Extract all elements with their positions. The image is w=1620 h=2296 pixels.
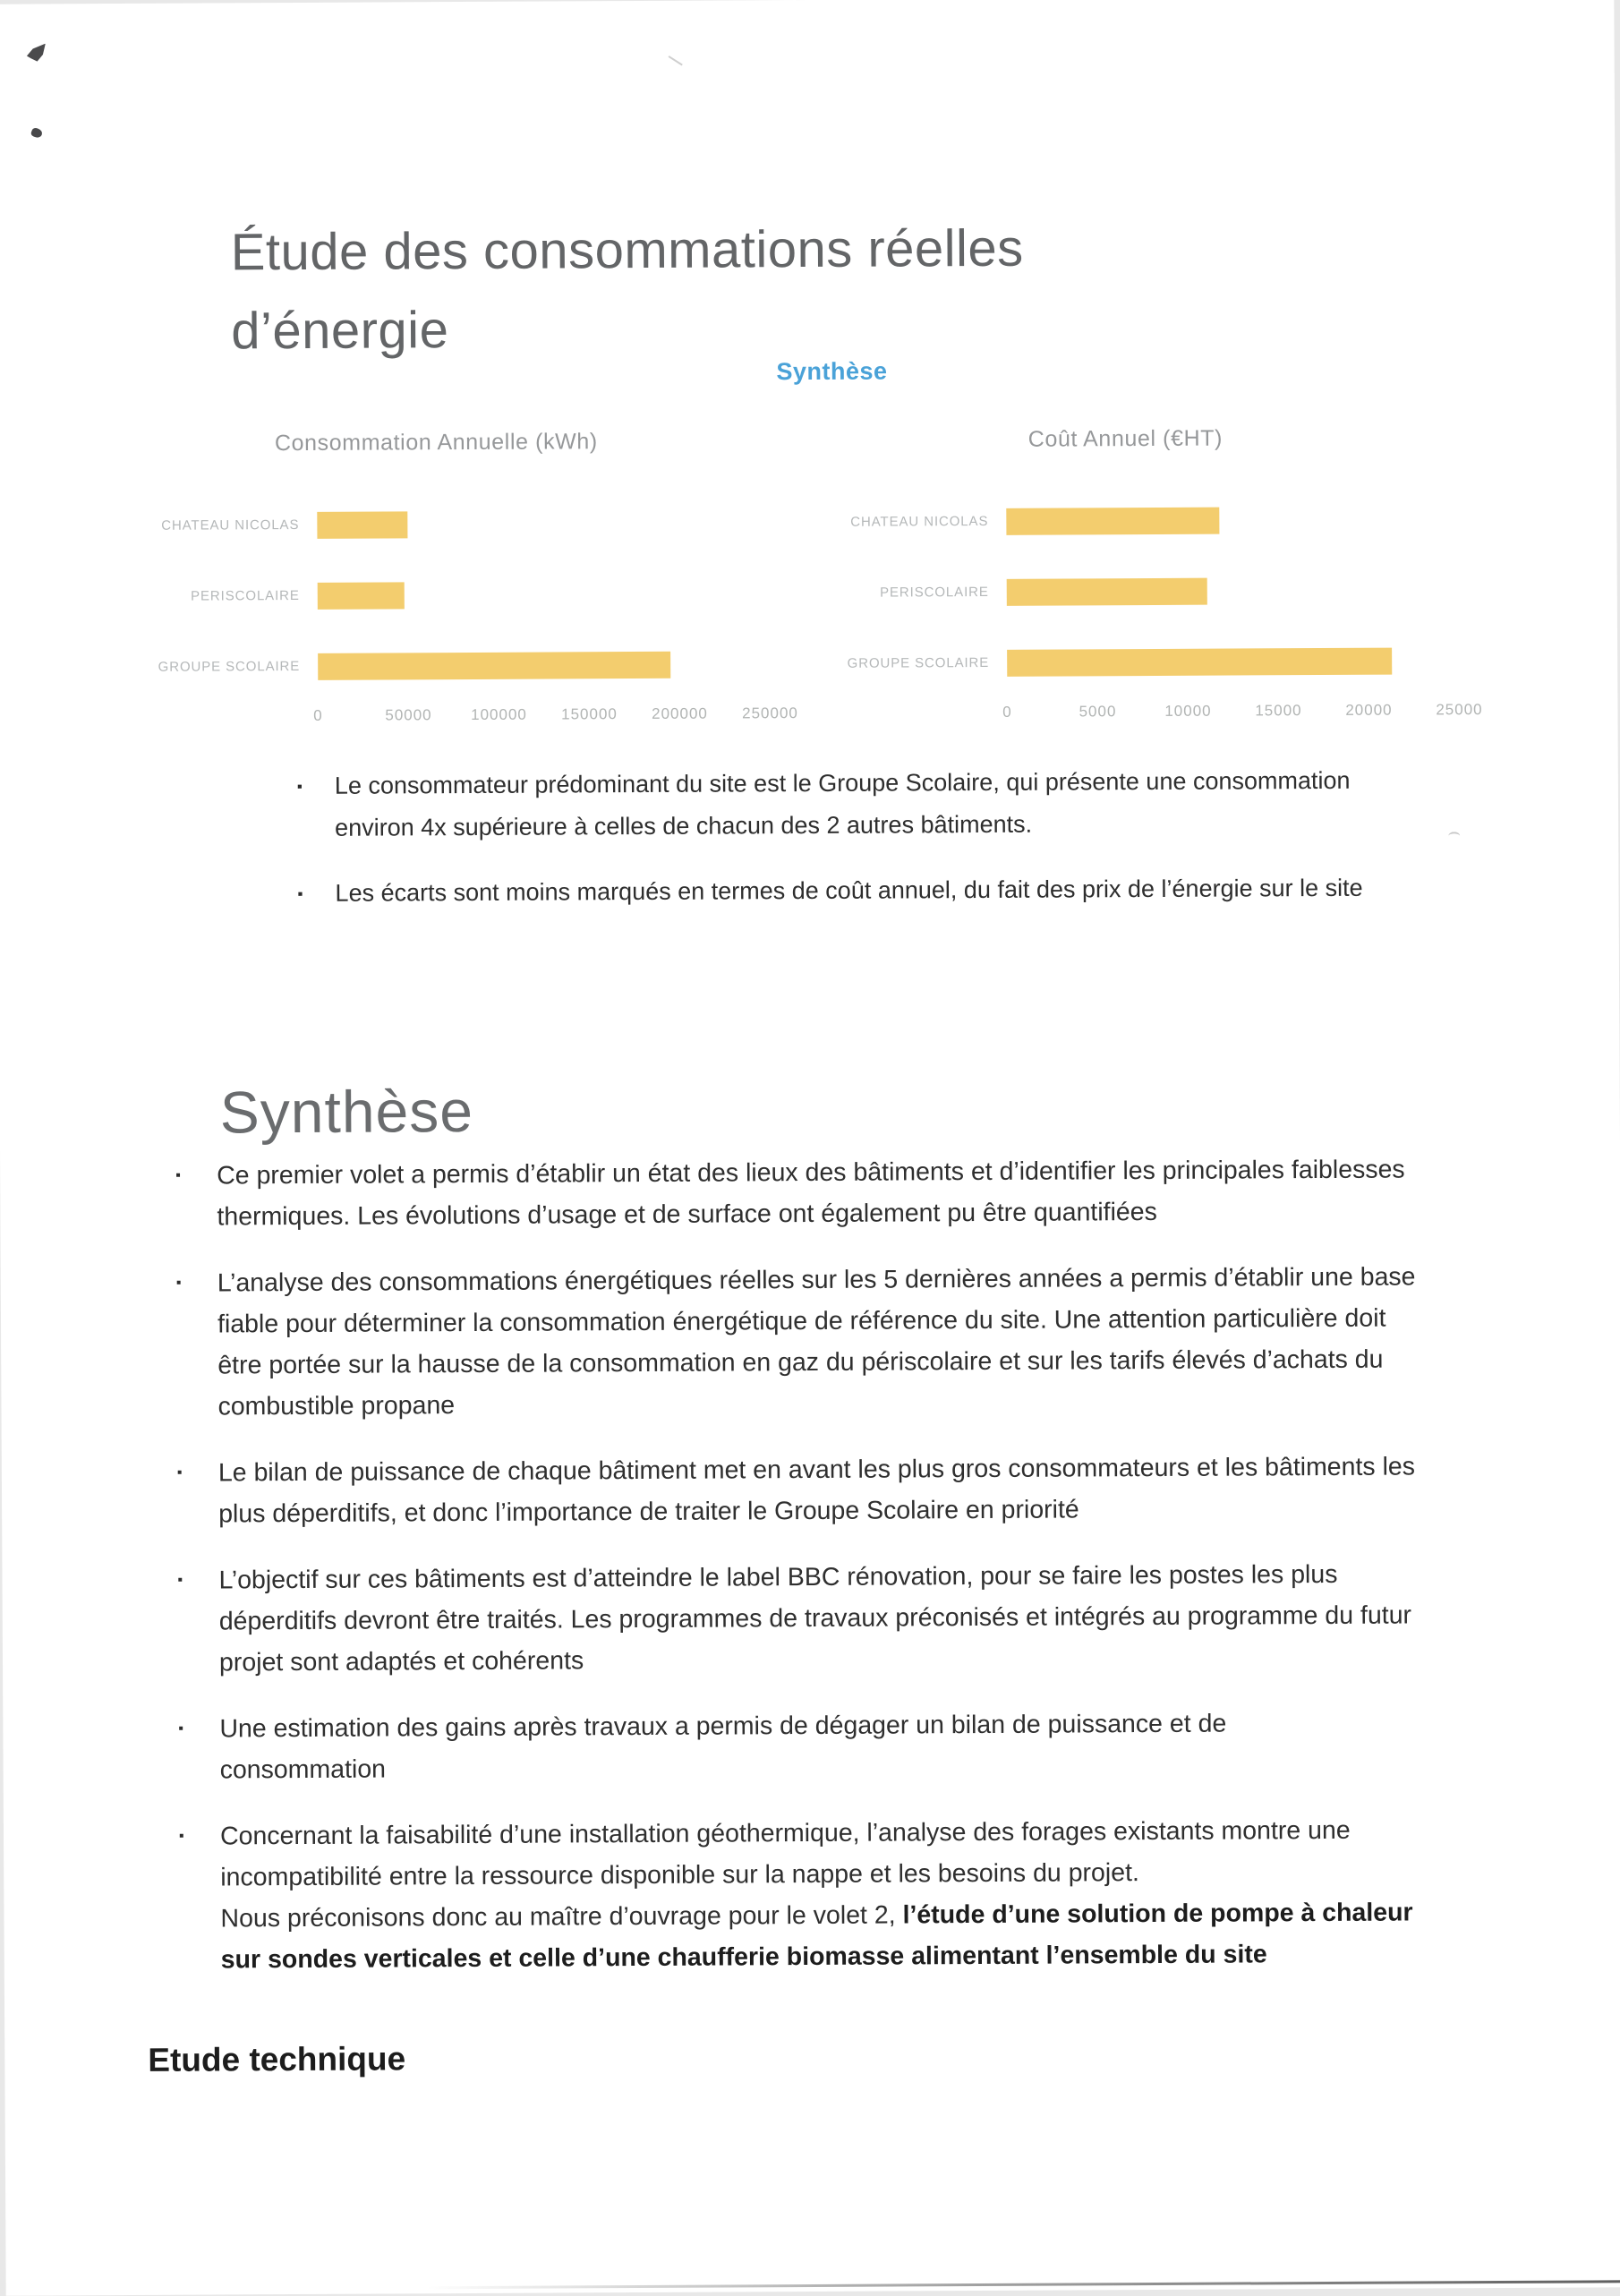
chart-note-text: Le consommateur prédominant du site est le Groupe Scolaire, qui présente une consommation environ 4x supérieure à celles de chacun des 2 autres bâtiments. — [334, 766, 1351, 841]
x-tick-label: 100000 — [471, 705, 527, 723]
bullet-text: L’objectif sur ces bâtiments est d’atteindre le label BBC rénovation, pour se faire les postes les plus déperditifs devront être traités. Les programmes de travaux préconisés et intégrés au programme du futur projet sont adaptés et cohérents — [218, 1559, 1412, 1677]
chart-row — [104, 487, 769, 561]
chart-title: Consommation Annuelle (kWh) — [274, 429, 598, 457]
chart-row — [794, 625, 1459, 699]
chart-cout-annuel — [793, 424, 1483, 728]
bullet-item — [177, 1553, 1431, 1683]
x-tick-label: 0 — [313, 706, 323, 724]
section-heading-synthese: Synthèse — [219, 1077, 474, 1146]
chart-bars — [104, 487, 770, 703]
bullet-item — [178, 1702, 1431, 1790]
chart-row — [794, 554, 1459, 628]
bar-track — [318, 651, 770, 680]
category-label: CHATEAU NICOLAS — [850, 513, 989, 530]
chart-note-text: Les écarts sont moins marqués en termes de coût annuel, du fait des prix de l’énergie sur le site — [335, 874, 1363, 907]
x-tick-label: 10000 — [1164, 702, 1212, 720]
scan-edge-line — [427, 2280, 1620, 2289]
bar-track — [1007, 647, 1459, 677]
bullet-item — [176, 1256, 1430, 1427]
bar-track — [318, 580, 770, 610]
category-label: PERISCOLAIRE — [191, 587, 300, 604]
bar-chateau-nicolas — [1006, 507, 1220, 534]
bullet-item — [175, 1148, 1428, 1237]
category-label: GROUPE SCOLAIRE — [847, 654, 990, 671]
bullet-text: Ce premier volet a permis d’établir un état des lieux des bâtiments et d’identifier les principales faiblesses thermiques. Les évolutions d’usage et de surface ont également pu être quantifiées — [217, 1155, 1405, 1232]
scan-scratch-mark — [669, 55, 683, 65]
bullet-text: Nous préconisons donc au maître d’ouvrage pour le volet 2, — [220, 1900, 903, 1933]
document-title — [231, 209, 1025, 371]
bar-groupe-scolaire — [1007, 647, 1392, 676]
bullet-item — [177, 1446, 1430, 1534]
chart-notes-list — [295, 759, 1433, 915]
bar-track — [317, 509, 769, 539]
ink-mark — [25, 44, 48, 64]
bullet-text: Une estimation des gains après travaux a permis de dégager un bilan de puissance et de — [219, 1709, 1227, 1744]
chart-x-axis — [1002, 701, 1483, 727]
ink-dot-mark — [30, 127, 44, 140]
x-tick-label: 20000 — [1345, 701, 1393, 719]
chart-consommation-annuelle — [104, 428, 798, 731]
x-tick-label: 15000 — [1255, 702, 1302, 720]
chart-x-axis — [313, 704, 798, 730]
x-tick-label: 250000 — [742, 704, 798, 722]
bullet-text: Concernant la faisabilité d’une installation géothermique, l’analyse des forages existants montre une incompatibilité entre la ressource disponible sur la nappe et les besoins du projet. — [219, 1815, 1351, 1892]
bar-groupe-scolaire — [318, 651, 670, 679]
bullet-text: consommation — [219, 1754, 387, 1785]
chart-row — [793, 483, 1458, 558]
bar-track — [1007, 576, 1459, 606]
chart-row — [105, 558, 770, 632]
chart-row — [105, 628, 770, 703]
x-tick-label: 50000 — [385, 706, 432, 724]
scan-scratch-mark — [1448, 832, 1460, 841]
bar-periscolaire — [1007, 577, 1207, 605]
category-label: GROUPE SCOLAIRE — [158, 658, 301, 675]
bullet-text: Le bilan de puissance de chaque bâtiment met en avant les plus gros consommateurs et les bâtiments les plus déperditifs, et donc l’importance de traiter le Groupe Scolaire en priorité — [217, 1452, 1416, 1529]
chart-note-item — [295, 866, 1432, 915]
x-tick-label: 25000 — [1436, 701, 1483, 719]
category-label: CHATEAU NICOLAS — [161, 516, 300, 533]
section-heading-etude-technique: Etude technique — [148, 2040, 406, 2078]
slide-subheading: Synthèse — [776, 357, 888, 386]
bullet-text-bold: l’étude d’une solution de pompe à chaleur sur sondes verticales et celle d’une chaufferie biomasse alimentant l’ensemble du site — [220, 1898, 1413, 1975]
chart-title: Coût Annuel (€HT) — [1027, 425, 1224, 452]
bar-track — [1006, 506, 1458, 535]
chart-note-item — [295, 759, 1432, 849]
x-tick-label: 5000 — [1079, 703, 1117, 721]
document-title-line1: Étude des consommations réelles — [230, 218, 1024, 282]
bar-chateau-nicolas — [317, 511, 407, 539]
x-tick-label: 200000 — [652, 704, 708, 722]
chart-bars — [793, 483, 1459, 699]
bar-periscolaire — [318, 582, 405, 610]
bullet-text: L’analyse des consommations énergétiques réelles sur les 5 dernières années a permis d’établir une base fiable pour déterminer la consommation énergétique de référence du site. Une attention particulière doit être portée sur la hausse de la consommation en gaz du périscolaire et sur les tarifs élevés d’achats du combustible propane — [217, 1262, 1416, 1421]
document-title-line2: d’énergie — [231, 300, 449, 361]
x-tick-label: 150000 — [561, 705, 618, 723]
bullet-item — [179, 1809, 1433, 1980]
synthese-bullet-list — [175, 1148, 1433, 1980]
category-label: PERISCOLAIRE — [880, 584, 989, 601]
x-tick-label: 0 — [1002, 703, 1012, 721]
